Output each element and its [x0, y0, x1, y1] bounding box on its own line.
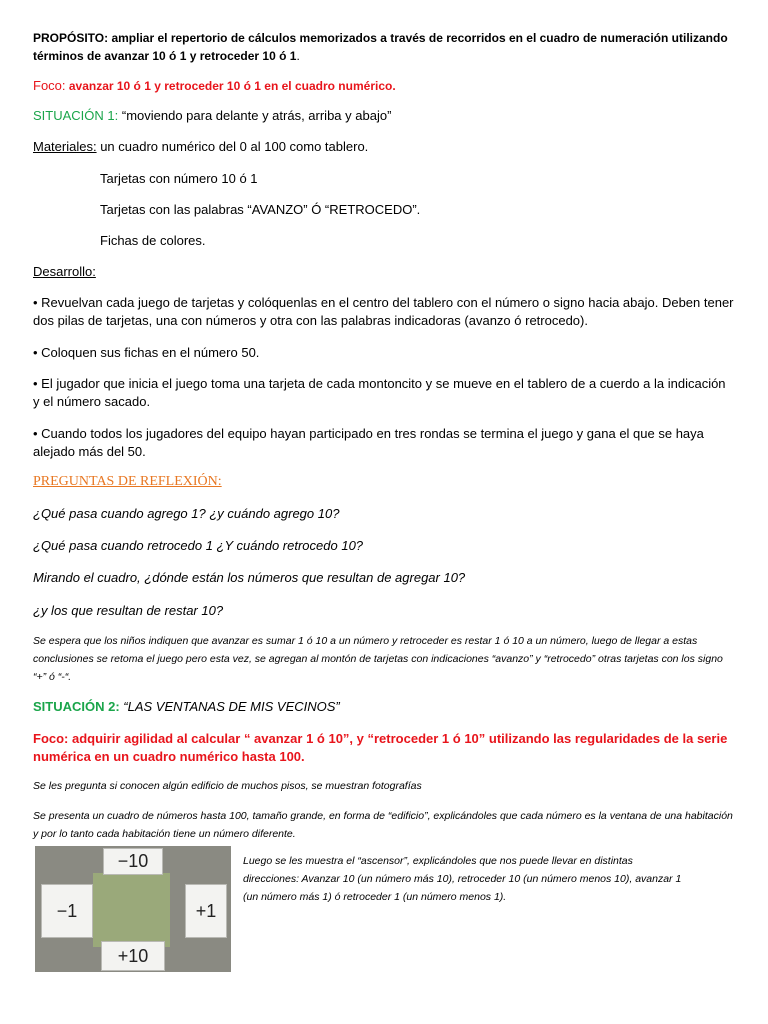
- proposito-paragraph: [33, 30, 735, 65]
- proposito-end: .: [296, 48, 300, 63]
- preguntas-title: PREGUNTAS DE REFLEXIÓN:: [33, 474, 222, 489]
- pregunta-item: ¿Qué pasa cuando agrego 1? ¿y cuándo agrego 10?: [33, 506, 340, 521]
- foco-1-label: Foco:: [33, 78, 66, 93]
- situacion-1-text: “moviendo para delante y atrás, arriba y abajo”: [118, 108, 392, 123]
- proposito-label: PROPÓSITO:: [33, 31, 109, 45]
- desarrollo-item: • Cuando todos los jugadores del equipo hayan participado en tres rondas se termina el juego y gana el que se haya alejado más del 50.: [33, 426, 704, 459]
- ascensor-center: [93, 873, 170, 947]
- situacion-2-text: “LAS VENTANAS DE MIS VECINOS”: [119, 699, 340, 714]
- materiales-label: Materiales:: [33, 139, 97, 154]
- ascensor-photo: [35, 846, 231, 972]
- situacion-1: [33, 107, 735, 125]
- pregunta-item: ¿y los que resultan de restar 10?: [33, 603, 224, 618]
- card-plus-one: +1: [185, 884, 227, 938]
- situacion-1-label: SITUACIÓN 1:: [33, 108, 119, 123]
- desarrollo-item: • Revuelvan cada juego de tarjetas y colóquenlas en el centro del tablero con el número o signo hacia abajo. Deben tener dos pilas de tarjetas, una con números y otra con las palabras indicadoras (avanzo ó retrocedo).: [33, 295, 734, 328]
- materiales-item: Tarjetas con las palabras “AVANZO” Ó “RETROCEDO”.: [100, 202, 421, 217]
- desarrollo-item: • Coloquen sus fichas en el número 50.: [33, 345, 260, 360]
- materiales-text: un cuadro numérico del 0 al 100 como tablero.: [96, 139, 369, 154]
- materiales-item: Tarjetas con número 10 ó 1: [100, 171, 258, 186]
- paragraph-edificio: Se les pregunta si conocen algún edificio de muchos pisos, se muestran fotografías: [33, 780, 422, 792]
- foco-1: [33, 77, 735, 96]
- paragraph-cuadro: Se presenta un cuadro de números hasta 100, tamaño grande, en forma de “edificio”, explicándoles que cada número es la ventana de una habitación y por lo tanto cada habitación tiene un número diferente.: [33, 810, 733, 840]
- pregunta-item: Mirando el cuadro, ¿dónde están los números que resultan de agregar 10?: [33, 570, 466, 585]
- card-minus-one: −1: [41, 884, 93, 938]
- desarrollo-item: • El jugador que inicia el juego toma una tarjeta de cada montoncito y se mueve en el tablero de a cuerdo a la indicación y el número sacado.: [33, 376, 726, 409]
- card-plus-ten: +10: [101, 941, 165, 971]
- situacion-2: [33, 698, 735, 716]
- preguntas-note: Se espera que los niños indiquen que avanzar es sumar 1 ó 10 a un número y retroceder es restar 1 ó 10 a un número, luego de llegar a estas conclusiones se retoma el juego pero esta vez, se agregan al montón de tarjetas con indicaciones “avanzo” y “retrocedo” otras tarjetas con los signo “+” ó “-“.: [33, 635, 723, 683]
- desarrollo-label: Desarrollo:: [33, 264, 96, 279]
- situacion-2-label: SITUACIÓN 2:: [33, 699, 120, 714]
- materiales-line: [33, 138, 735, 156]
- pregunta-item: ¿Qué pasa cuando retrocedo 1 ¿Y cuándo retrocedo 10?: [33, 538, 364, 553]
- foco-1-text: avanzar 10 ó 1 y retroceder 10 ó 1 en el cuadro numérico.: [65, 79, 396, 93]
- desarrollo-heading: [33, 263, 735, 281]
- paragraph-ascensor: Luego se les muestra el “ascensor”, explicándoles que nos puede llevar en distintas direcciones: Avanzar 10 (un número más 10), retroceder 10 (un número menos 10), avanzar 1 (un número más 1) ó retroceder 1 (un número menos 1).: [243, 855, 682, 903]
- materiales-item: Fichas de colores.: [100, 233, 206, 248]
- foco-2: Foco: adquirir agilidad al calcular “ avanzar 1 ó 10”, y “retroceder 1 ó 10” utilizando las regularidades de la serie numérica en un cuadro numérico hasta 100.: [33, 731, 728, 764]
- proposito-text: ampliar el repertorio de cálculos memorizados a través de recorridos en el cuadro de numeración utilizando términos de avanzar 10 ó 1 y retroceder 10 ó 1: [33, 31, 728, 63]
- card-minus-ten: −10: [103, 848, 163, 875]
